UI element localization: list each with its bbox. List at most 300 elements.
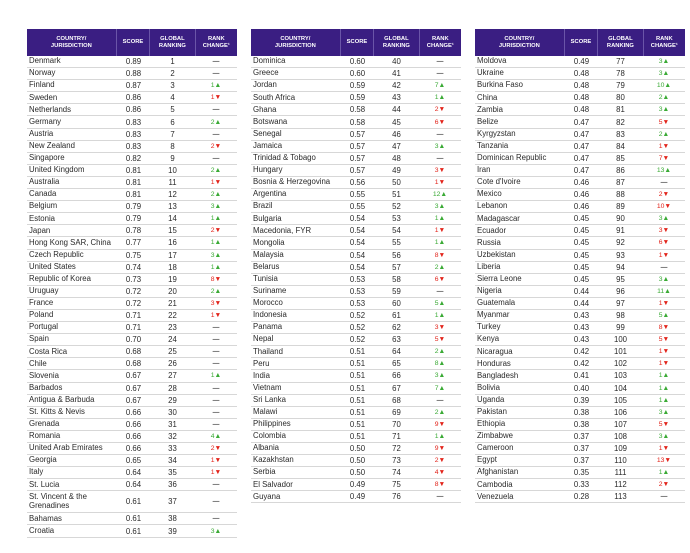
global-rank: 27 [168, 371, 177, 381]
table-row [475, 68, 685, 80]
table-row [27, 395, 237, 407]
score: 0.53 [349, 286, 366, 296]
score: 0.50 [349, 444, 366, 454]
global-rank: 37 [168, 497, 177, 507]
country-name: Guatemala [477, 298, 516, 308]
rank-change: 3▲ [210, 203, 222, 211]
rank-change: 1▲ [658, 372, 670, 380]
country-name: Sweden [29, 92, 58, 102]
global-rank: 33 [168, 444, 177, 454]
global-rank: 18 [168, 262, 177, 272]
global-rank: 72 [392, 444, 401, 454]
country-name: Antigua & Barbuda [29, 394, 95, 404]
table-row [251, 213, 461, 225]
score: 0.51 [349, 359, 366, 369]
score: 0.88 [125, 69, 142, 79]
score: 0.74 [125, 262, 142, 272]
score: 0.86 [125, 93, 142, 103]
country-name: Macedonia, FYR [253, 225, 312, 235]
score: 0.70 [125, 335, 142, 345]
global-rank: 65 [392, 359, 401, 369]
country-name: Tanzania [477, 140, 509, 150]
rank-change: 1▲ [210, 372, 222, 380]
rank-change: 1▼ [658, 348, 670, 356]
score: 0.56 [349, 177, 366, 187]
global-rank: 93 [616, 250, 625, 260]
global-rank: 20 [168, 286, 177, 296]
score: 0.51 [349, 371, 366, 381]
global-rank: 25 [168, 347, 177, 357]
table-row [27, 310, 237, 322]
rank-change: 2▼ [658, 191, 670, 199]
rank-change: 1▼ [658, 142, 670, 150]
global-rank: 96 [616, 286, 625, 296]
score: 0.57 [349, 141, 366, 151]
country-name: Philippines [253, 419, 291, 429]
country-name: Bangladesh [477, 370, 519, 380]
rank-change: — [212, 348, 220, 356]
table-row [27, 407, 237, 419]
global-rank: 32 [168, 431, 177, 441]
rank-change: 1▲ [658, 469, 670, 477]
score: 0.38 [573, 419, 590, 429]
rank-change: 8▼ [658, 324, 670, 332]
score: 0.45 [573, 238, 590, 248]
global-rank: 87 [616, 177, 625, 187]
table-row [27, 443, 237, 455]
score: 0.83 [125, 117, 142, 127]
global-rank: 38 [168, 514, 177, 524]
global-rank: 7 [170, 129, 175, 139]
table-row [475, 92, 685, 104]
score: 0.48 [573, 93, 590, 103]
global-rank: 89 [616, 202, 625, 212]
global-rank: 16 [168, 238, 177, 248]
rank-change: 3▲ [658, 58, 670, 66]
table-row [251, 443, 461, 455]
country-name: Denmark [29, 56, 61, 66]
table-row [475, 80, 685, 92]
score: 0.53 [349, 298, 366, 308]
table-row [27, 286, 237, 298]
header-country: COUNTRY/ JURISDICTION [251, 29, 341, 56]
global-rank: 1 [170, 57, 175, 67]
global-rank: 11 [168, 177, 177, 187]
score: 0.49 [349, 492, 366, 502]
country-name: Canada [29, 189, 57, 199]
score: 0.79 [125, 214, 142, 224]
score: 0.68 [125, 347, 142, 357]
score: 0.50 [349, 456, 366, 466]
rank-change: 10▼ [656, 203, 672, 211]
global-rank: 56 [392, 250, 401, 260]
country-name: Hungary [253, 165, 283, 175]
country-name: Pakistan [477, 407, 507, 417]
global-rank: 4 [170, 93, 175, 103]
table-row [27, 358, 237, 370]
global-rank: 41 [392, 69, 401, 79]
rank-change: 1▲ [434, 215, 446, 223]
table-row [475, 407, 685, 419]
rank-change: 9▼ [434, 445, 446, 453]
country-name: Ethiopia [477, 419, 506, 429]
score: 0.68 [125, 359, 142, 369]
table-row [251, 262, 461, 274]
score: 0.55 [349, 202, 366, 212]
score: 0.72 [125, 286, 142, 296]
country-name: Myanmar [477, 310, 510, 320]
score: 0.66 [125, 431, 142, 441]
rank-change: — [436, 154, 444, 162]
score: 0.46 [573, 177, 590, 187]
rank-change: 8▲ [434, 360, 446, 368]
country-name: Portugal [29, 322, 59, 332]
score: 0.54 [349, 250, 366, 260]
country-name: Moldova [477, 56, 507, 66]
global-rank: 77 [616, 57, 625, 67]
rank-change: — [436, 396, 444, 404]
country-name: Uruguay [29, 286, 59, 296]
rank-change: — [212, 106, 220, 114]
ranking-table-3 [475, 29, 685, 503]
table-row [27, 177, 237, 189]
table-row [251, 322, 461, 334]
global-rank: 42 [392, 81, 401, 91]
score: 0.46 [573, 190, 590, 200]
global-rank: 110 [614, 456, 627, 466]
rank-change: 6▼ [434, 275, 446, 283]
rank-change: — [660, 493, 668, 501]
global-rank: 101 [613, 347, 627, 357]
header-ranking: GLOBAL RANKING [374, 29, 419, 56]
global-rank: 59 [392, 286, 401, 296]
header-change: RANK CHANGE¹ [202, 35, 230, 49]
table-row [475, 286, 685, 298]
global-rank: 17 [168, 250, 177, 260]
global-rank: 97 [616, 298, 625, 308]
table-row [27, 153, 237, 165]
table-row [27, 467, 237, 479]
table-row [27, 383, 237, 395]
header-country: COUNTRY/ JURISDICTION [27, 29, 117, 56]
global-rank: 66 [392, 371, 401, 381]
score: 0.59 [349, 93, 366, 103]
global-rank: 29 [168, 395, 177, 405]
global-rank: 69 [392, 407, 401, 417]
rank-change: — [436, 493, 444, 501]
table-row [27, 334, 237, 346]
table-row [251, 104, 461, 116]
score: 0.83 [125, 141, 142, 151]
rank-change: 2▼ [658, 481, 670, 489]
table-row [251, 177, 461, 189]
table-row [475, 177, 685, 189]
table-row [475, 129, 685, 141]
header-change: RANK CHANGE¹ [426, 35, 454, 49]
country-name: Greece [253, 68, 279, 78]
table-row [475, 225, 685, 237]
country-name: Suriname [253, 286, 287, 296]
rank-change: — [436, 287, 444, 295]
table-row [251, 116, 461, 128]
global-rank: 28 [168, 383, 177, 393]
rank-change: 5▼ [658, 336, 670, 344]
global-rank: 80 [616, 93, 625, 103]
rank-change: 6▼ [434, 118, 446, 126]
rank-change: 2▲ [658, 94, 670, 102]
country-name: United Kingdom [29, 165, 85, 175]
rank-change: 2▲ [434, 408, 446, 416]
global-rank: 78 [616, 69, 625, 79]
table-row [251, 80, 461, 92]
ranking-table-2 [251, 29, 461, 503]
rank-change: 3▲ [210, 251, 222, 259]
country-name: Turkey [477, 322, 501, 332]
country-name: Bolivia [477, 382, 500, 392]
table-row [251, 92, 461, 104]
global-rank: 15 [168, 226, 177, 236]
country-name: Iran [477, 165, 491, 175]
table-row [27, 298, 237, 310]
score: 0.67 [125, 371, 142, 381]
score: 0.78 [125, 226, 142, 236]
global-rank: 88 [616, 190, 625, 200]
global-rank: 105 [613, 395, 627, 405]
score: 0.75 [125, 250, 142, 260]
country-name: Ecuador [477, 225, 507, 235]
table-row [251, 141, 461, 153]
country-name: Bahamas [29, 513, 62, 523]
table-row [27, 225, 237, 237]
country-name: Vietnam [253, 382, 282, 392]
score: 0.41 [573, 371, 590, 381]
score: 0.89 [125, 57, 142, 67]
score: 0.45 [573, 250, 590, 260]
score: 0.57 [349, 165, 366, 175]
country-name: Austria [29, 128, 54, 138]
table-row [251, 407, 461, 419]
score: 0.51 [349, 347, 366, 357]
country-name: Uzbekistan [477, 249, 516, 259]
global-rank: 73 [392, 456, 401, 466]
rank-change: 1▲ [658, 384, 670, 392]
country-name: Czech Republic [29, 249, 84, 259]
global-rank: 58 [392, 274, 401, 284]
country-name: Serbia [253, 467, 276, 477]
country-name: Cameroon [477, 443, 514, 453]
table-row [475, 395, 685, 407]
rank-change: 5▲ [658, 312, 670, 320]
score: 0.48 [573, 81, 590, 91]
score: 0.48 [573, 69, 590, 79]
country-name: Cambodia [477, 479, 513, 489]
rank-change: — [212, 515, 220, 523]
rank-change: 1▲ [434, 432, 446, 440]
global-rank: 95 [616, 274, 625, 284]
country-name: Kenya [477, 334, 500, 344]
rank-change: 1▲ [434, 312, 446, 320]
global-rank: 44 [392, 105, 401, 115]
global-rank: 6 [170, 117, 175, 127]
rank-change: 1▼ [210, 457, 222, 465]
table-row [251, 201, 461, 213]
country-name: Dominican Republic [477, 153, 547, 163]
global-rank: 70 [392, 419, 401, 429]
global-rank: 47 [392, 141, 401, 151]
country-name: Tunisia [253, 273, 278, 283]
global-rank: 40 [392, 57, 401, 67]
table-header [251, 29, 461, 56]
table-row [251, 68, 461, 80]
table-row [251, 491, 461, 503]
score: 0.54 [349, 262, 366, 272]
rank-change: 2▼ [210, 142, 222, 150]
score: 0.54 [349, 238, 366, 248]
country-name: Kazakhstan [253, 455, 294, 465]
table-row [27, 370, 237, 382]
score: 0.51 [349, 383, 366, 393]
table-row [27, 513, 237, 525]
country-name: Kyrgyzstan [477, 128, 516, 138]
rank-change: 9▼ [434, 420, 446, 428]
rank-change: 8▼ [434, 481, 446, 489]
global-rank: 63 [392, 335, 401, 345]
global-rank: 48 [392, 153, 401, 163]
country-name: Norway [29, 68, 56, 78]
global-rank: 2 [170, 69, 175, 79]
rank-change: — [212, 420, 220, 428]
score: 0.54 [349, 214, 366, 224]
global-rank: 113 [614, 492, 627, 502]
global-rank: 106 [613, 407, 627, 417]
score: 0.57 [349, 129, 366, 139]
score: 0.67 [125, 395, 142, 405]
score: 0.66 [125, 407, 142, 417]
score: 0.86 [125, 105, 142, 115]
country-name: Bulgaria [253, 213, 282, 223]
table-row [251, 237, 461, 249]
global-rank: 61 [392, 311, 401, 321]
score: 0.55 [349, 190, 366, 200]
table-row [27, 80, 237, 92]
score: 0.49 [573, 57, 590, 67]
table-row [251, 479, 461, 491]
country-name: Nicaragua [477, 346, 513, 356]
rank-change: 2▲ [658, 130, 670, 138]
score: 0.61 [125, 526, 142, 536]
global-rank: 102 [613, 359, 627, 369]
global-rank: 30 [168, 407, 177, 417]
rank-change: 1▲ [210, 239, 222, 247]
rank-change: — [212, 70, 220, 78]
global-rank: 67 [392, 383, 401, 393]
rank-change: 8▼ [434, 251, 446, 259]
country-name: Belarus [253, 261, 280, 271]
country-name: Lebanon [477, 201, 508, 211]
table-row [475, 479, 685, 491]
global-rank: 79 [616, 81, 625, 91]
country-name: Croatia [29, 525, 55, 535]
country-name: Sri Lanka [253, 394, 286, 404]
table-row [251, 395, 461, 407]
rank-change: — [436, 58, 444, 66]
header-score: SCORE [565, 29, 599, 56]
table-row [475, 334, 685, 346]
global-rank: 74 [392, 468, 401, 478]
global-rank: 62 [392, 323, 401, 333]
rank-change: 3▼ [210, 299, 222, 307]
table-row [27, 455, 237, 467]
score: 0.33 [573, 480, 590, 490]
country-name: Botswana [253, 116, 288, 126]
score: 0.37 [573, 431, 590, 441]
score: 0.43 [573, 311, 590, 321]
rank-change: 1▲ [210, 215, 222, 223]
score: 0.43 [573, 323, 590, 333]
rank-change: 1▲ [434, 239, 446, 247]
global-rank: 8 [170, 141, 175, 151]
table-row [27, 479, 237, 491]
score: 0.66 [125, 444, 142, 454]
header-score: SCORE [117, 29, 151, 56]
country-name: Romania [29, 431, 61, 441]
country-name: Zimbabwe [477, 431, 513, 441]
global-rank: 104 [613, 383, 627, 393]
score: 0.58 [349, 117, 366, 127]
rank-change: 2▼ [210, 227, 222, 235]
rank-change: 1▲ [210, 263, 222, 271]
global-rank: 5 [170, 105, 175, 115]
header-ranking: GLOBAL RANKING [598, 29, 643, 56]
table-header [475, 29, 685, 56]
rank-change: 3▲ [434, 142, 446, 150]
table-row [27, 322, 237, 334]
country-name: Russia [477, 237, 501, 247]
global-rank: 76 [392, 492, 401, 502]
global-rank: 94 [616, 262, 625, 272]
country-name: Bosnia & Herzegovina [253, 177, 331, 187]
score: 0.44 [573, 298, 590, 308]
table-row [27, 274, 237, 286]
table-row [475, 189, 685, 201]
global-rank: 54 [392, 226, 401, 236]
score: 0.57 [349, 153, 366, 163]
rank-change: 1▼ [210, 178, 222, 186]
global-rank: 14 [168, 214, 177, 224]
table-row [475, 250, 685, 262]
rank-change: 1▼ [434, 178, 446, 186]
score: 0.47 [573, 165, 590, 175]
global-rank: 98 [616, 311, 625, 321]
rank-change: 7▲ [434, 82, 446, 90]
global-rank: 51 [392, 190, 401, 200]
rank-change: 1▼ [658, 445, 670, 453]
table-row [251, 225, 461, 237]
rank-change: 2▲ [210, 191, 222, 199]
table-row [475, 322, 685, 334]
rank-change: 2▲ [210, 287, 222, 295]
global-rank: 49 [392, 165, 401, 175]
score: 0.61 [125, 514, 142, 524]
country-name: Mongolia [253, 237, 285, 247]
country-name: Belize [477, 116, 499, 126]
country-name: Hong Kong SAR, China [29, 237, 111, 247]
country-name: Sierra Leone [477, 273, 522, 283]
table-row [475, 358, 685, 370]
rank-change: — [212, 58, 220, 66]
country-name: Guyana [253, 491, 281, 501]
rank-change: 1▼ [658, 360, 670, 368]
